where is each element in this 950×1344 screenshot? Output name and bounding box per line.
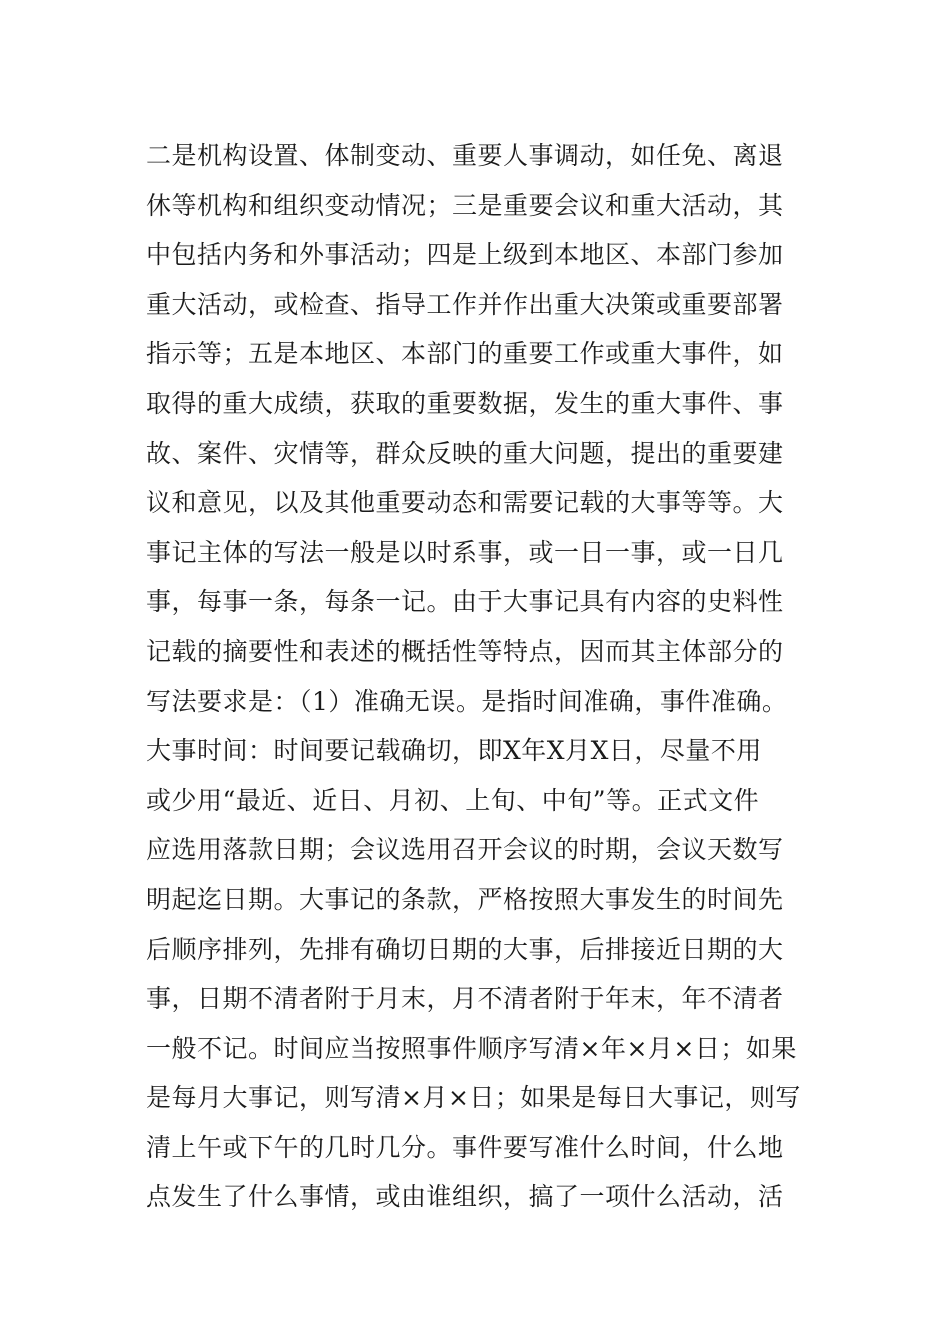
text-line: 明起迄日期。大事记的条款，严格按照大事发生的时间先 <box>146 884 784 914</box>
body-text <box>146 131 816 1222</box>
text-line: 故、案件、灾情等，群众反映的重大问题，提出的重要建 <box>146 438 784 468</box>
text-line: 议和意见，以及其他重要动态和需要记载的大事等等。大 <box>146 488 784 518</box>
text-line: 二是机构设置、体制变动、重要人事调动，如任免、离退 <box>146 141 784 170</box>
text-line: 清上午或下午的几时几分。事件要写准什么时间，什么地 <box>146 1132 784 1162</box>
text-line: 重大活动，或检查、指导工作并作出重大决策或重要部署 <box>146 289 784 319</box>
text-line: 休等机构和组织变动情况；三是重要会议和重大活动，其 <box>146 190 784 220</box>
text-line: 或少用“最近、近日、月初、上旬、中旬”等。正式文件 <box>146 785 760 815</box>
text-line: 大事时间：时间要记载确切，即X年X月X日，尽量不用 <box>146 736 762 766</box>
text-line: 应选用落款日期；会议选用召开会议的时期，会议天数写 <box>146 835 784 865</box>
text-line: 事，日期不清者附于月末，月不清者附于年末，年不清者 <box>146 984 784 1014</box>
text-line: 一般不记。时间应当按照事件顺序写清×年×月×日；如果 <box>146 1033 797 1063</box>
text-line: 后顺序排列，先排有确切日期的大事，后排接近日期的大 <box>146 934 784 964</box>
text-line: 事，每事一条，每条一记。由于大事记具有内容的史料性 <box>146 587 784 617</box>
text-line: 记载的摘要性和表述的概括性等特点，因而其主体部分的 <box>146 636 784 666</box>
text-line: 是每月大事记，则写清×月×日；如果是每日大事记，则写 <box>146 1083 801 1113</box>
text-line: 写法要求是：（1）准确无误。是指时间准确，事件准确。 <box>146 686 788 716</box>
text-line: 取得的重大成绩，获取的重要数据，发生的重大事件、事 <box>146 388 784 418</box>
text-line: 中包括内务和外事活动；四是上级到本地区、本部门参加 <box>146 240 784 270</box>
text-line: 事记主体的写法一般是以时系事，或一日一事，或一日几 <box>146 537 784 567</box>
text-line: 点发生了什么事情，或由谁组织，搞了一项什么活动，活 <box>146 1182 784 1212</box>
text-line: 指示等；五是本地区、本部门的重要工作或重大事件，如 <box>146 339 784 369</box>
